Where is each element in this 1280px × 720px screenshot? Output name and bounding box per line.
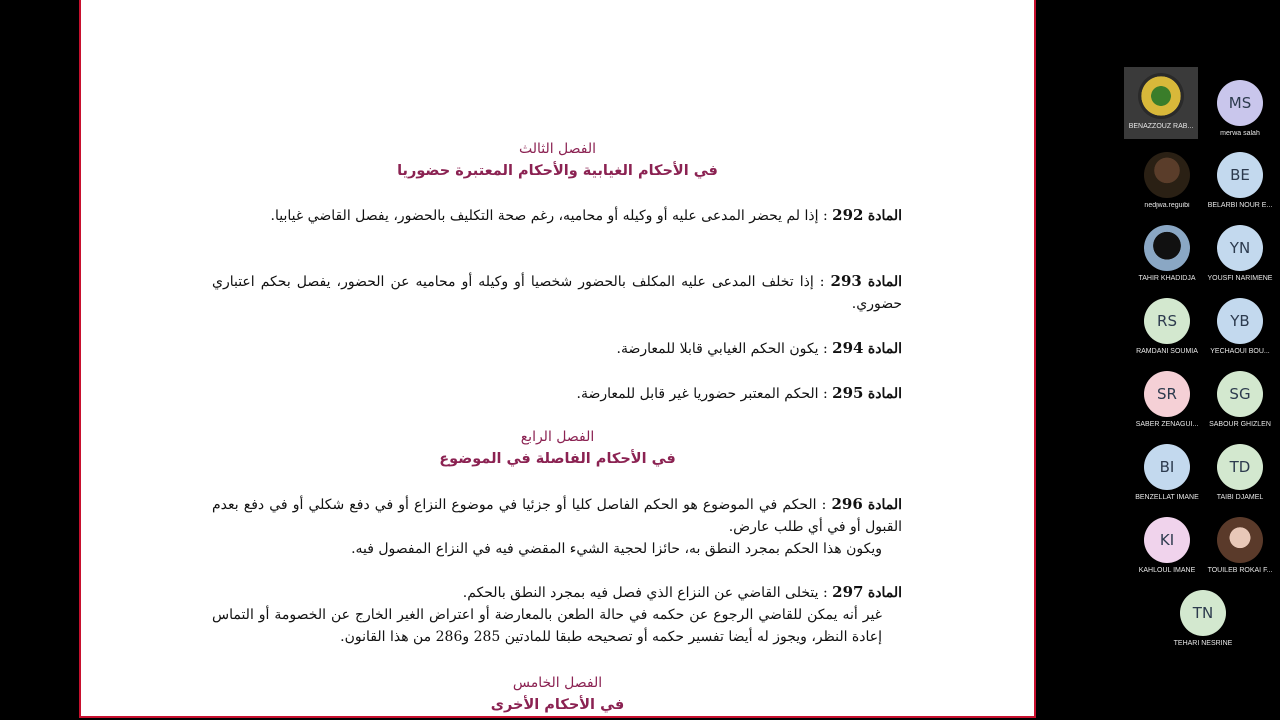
participant-name: TEHARI NESRINE <box>1173 640 1233 647</box>
article-label: المادة <box>867 341 902 357</box>
article-text-2: ويكون هذا الحكم بمجرد النطق به، حائزا لحجية الشيء المقضي فيه في النزاع المفصول فيه. <box>351 541 882 557</box>
avatar: BI <box>1144 444 1190 490</box>
participant-name: YOUSFI NARIMENE <box>1207 275 1273 282</box>
shared-document <box>79 0 1036 718</box>
article-label: المادة <box>867 208 902 224</box>
participant-name: TAIBI DJAMEL <box>1216 494 1264 501</box>
avatar: YN <box>1217 225 1263 271</box>
article-text: : يكون الحكم الغيابي قابلا للمعارضة. <box>616 341 828 357</box>
avatar: TD <box>1217 444 1263 490</box>
article-text: : إذا تخلف المدعى عليه المكلف بالحضور شخصيا أو وكيله أو محاميه عن الحضور، يفصل بحكم اعتباري حضوري. <box>212 274 902 312</box>
chapter3-title: الفصل الثالث <box>518 141 597 157</box>
chapter3-subtitle: في الأحكام الغيابية والأحكام المعتبرة حضوريا <box>397 163 718 179</box>
article-number: 293 <box>830 272 862 290</box>
chapter5-title: الفصل الخامس <box>512 675 603 691</box>
article-label: المادة <box>867 386 902 402</box>
participant-tile[interactable] <box>1196 371 1280 441</box>
profile-photo <box>1144 225 1190 271</box>
participant-tile[interactable] <box>1124 67 1198 139</box>
avatar: YB <box>1217 298 1263 344</box>
article-text: : الحكم في الموضوع هو الحكم الفاصل كليا أو جزئيا في موضوع النزاع أو في دفع شكلي أو في دفع بعدم القبول أو في أي طلب عارض. <box>212 497 902 535</box>
participant-name: nedjwa.reguibi <box>1144 202 1190 209</box>
article-293 <box>212 270 902 315</box>
article-label: المادة <box>867 497 903 513</box>
participant-tile[interactable] <box>1196 444 1280 514</box>
chapter5-heading <box>81 672 1034 716</box>
article-label: المادة <box>867 274 903 290</box>
participant-tile[interactable] <box>1196 80 1280 150</box>
article-number: 297 <box>832 583 864 601</box>
article-296 <box>212 493 902 560</box>
article-text-2: غير أنه يمكن للقاضي الرجوع عن حكمه في حالة الطعن بالمعارضة أو اعتراض الغير الخارج عن الخصومة أو التماس إعادة النظر، ويجوز له أيضا تفسير حكمه أو تصحيحه طبقا للمادتين 285 و286 من هذا القانون. <box>212 607 882 645</box>
article-number: 295 <box>832 384 864 402</box>
avatar: RS <box>1144 298 1190 344</box>
article-295 <box>212 382 902 405</box>
avatar: SR <box>1144 371 1190 417</box>
participant-name: BENAZZOUZ RAB... <box>1128 123 1194 130</box>
profile-photo <box>1144 152 1190 198</box>
chapter4-title: الفصل الرابع <box>520 429 595 445</box>
participant-tile[interactable] <box>1196 152 1280 222</box>
article-292 <box>212 204 902 227</box>
article-text: : الحكم المعتبر حضوريا غير قابل للمعارضة. <box>576 386 828 402</box>
participant-name: KAHLOUL IMANE <box>1138 567 1196 574</box>
participant-name: RAMDANI SOUMIA <box>1136 348 1198 355</box>
chapter4-heading <box>81 426 1034 470</box>
participant-name: TAHIR KHADIDJA <box>1138 275 1196 282</box>
article-294 <box>212 337 902 360</box>
article-text: : يتخلى القاضي عن النزاع الذي فصل فيه بمجرد النطق بالحكم. <box>462 585 828 601</box>
chapter3-heading <box>81 138 1034 182</box>
participant-name: SABOUR GHIZLEN <box>1209 421 1271 428</box>
participant-name: merwa salah <box>1220 130 1260 137</box>
participant-tile[interactable] <box>1196 225 1280 295</box>
participant-name: YECHAOUI BOU... <box>1210 348 1270 355</box>
participant-tile[interactable] <box>1159 590 1247 660</box>
avatar: KI <box>1144 517 1190 563</box>
article-number: 294 <box>832 339 864 357</box>
participant-name: BENZELLAT IMANE <box>1135 494 1199 501</box>
article-text: : إذا لم يحضر المدعى عليه أو وكيله أو محاميه، رغم صحة التكليف بالحضور، يفصل القاضي غيابيا. <box>270 208 828 224</box>
participant-name: TOUILEB ROKAI F... <box>1207 567 1273 574</box>
chapter5-subtitle: في الأحكام الأخرى <box>490 697 625 713</box>
avatar: TN <box>1180 590 1226 636</box>
article-number: 292 <box>832 206 864 224</box>
avatar: MS <box>1217 80 1263 126</box>
participant-tile[interactable] <box>1196 298 1280 368</box>
participant-name: BELARBI NOUR E... <box>1207 202 1273 209</box>
participant-tile[interactable] <box>1196 517 1280 587</box>
avatar: BE <box>1217 152 1263 198</box>
chapter4-subtitle: في الأحكام الفاصلة في الموضوع <box>439 451 676 467</box>
participants-panel <box>1040 0 1280 720</box>
university-logo-icon <box>1138 73 1184 119</box>
profile-photo <box>1217 517 1263 563</box>
article-label: المادة <box>867 585 902 601</box>
participant-name: SABER ZENAGUI... <box>1135 421 1199 428</box>
avatar: SG <box>1217 371 1263 417</box>
article-297 <box>212 581 902 648</box>
article-number: 296 <box>831 495 863 513</box>
